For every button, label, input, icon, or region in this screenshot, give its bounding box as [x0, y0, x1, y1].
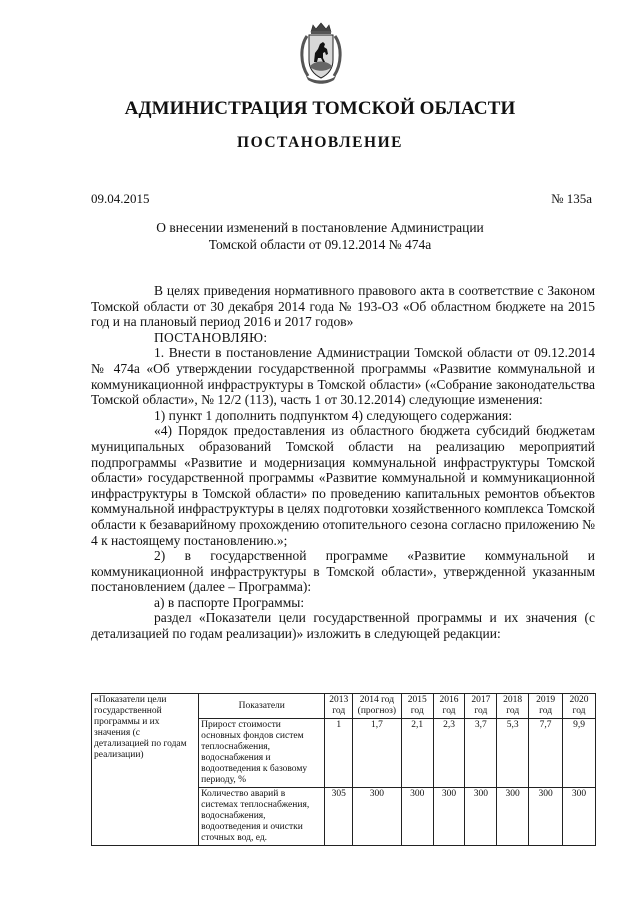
document-type: ПОСТАНОВЛЕНИЕ [237, 134, 403, 151]
indicator-cell: Количество аварий в системах теплоснабжения, водоснабжения, водоотведения и очистки сточных вод, ед. [199, 788, 325, 846]
preamble-paragraph: В целях приведения нормативного правового акта в соответствие с Законом Томской области от 30 декабря 2014 года № 193-ОЗ «Об областном бюджете на 2015 год и на плановый период 2016 и 2017 годов» [91, 283, 595, 330]
section-label-cell: «Показатели цели государственной программы и их значения (с детализацией по годам реализации) [92, 694, 199, 846]
organization-title: АДМИНИСТРАЦИЯ ТОМСКОЙ ОБЛАСТИ [124, 98, 516, 119]
value-cell: 9,9 [563, 719, 596, 788]
item-1-paragraph: 1. Внести в постановление Администрации Томской области от 09.12.2014 № 474а «Об утверждении государственной программы «Развитие коммунальной и коммуникационной инфраструктуры в Томской области» («Собрание законодательства Томской области», № 12/2 (113), часть 1 от 30.12.2014) следующие изменения: [91, 345, 595, 408]
value-cell: 2,1 [401, 719, 433, 788]
value-cell: 1,7 [352, 719, 401, 788]
document-date: 09.04.2015 [91, 191, 150, 206]
value-cell: 5,3 [497, 719, 529, 788]
year-header-2016: 2016 год [433, 694, 465, 719]
value-cell: 2,3 [433, 719, 465, 788]
indicators-table [91, 693, 596, 846]
document-number: № 135а [551, 191, 592, 206]
value-cell: 300 [497, 788, 529, 846]
subject-line-2: Томской области от 09.12.2014 № 474а [208, 237, 432, 252]
passport-paragraph: а) в паспорте Программы: [154, 594, 305, 610]
value-cell: 1 [325, 719, 353, 788]
procedure-paragraph: «4) Порядок предоставления из областного бюджета субсидий бюджетам муниципальных образований Томской области на реализацию мероприятий подпрограммы «Развитие и модернизация коммунальной инфраструктуры Томской области» государственной программы «Развитие коммунальной и коммуникационной инфраструктуры в Томской области» по проведению капитальных ремонтов объектов коммунальной инфраструктуры в целях подготовки хозяйственного комплекса Томской области к безаварийному прохождению отопительного сезона согласно приложению № 4 к настоящему постановлению.»; [91, 423, 595, 548]
value-cell: 300 [352, 788, 401, 846]
subitem-2-paragraph: 2) в государственной программе «Развитие коммунальной и коммуникационной инфраструктуры в Томской области», утвержденной указанным постановлением (далее – Программа): [91, 548, 595, 595]
year-header-2020: 2020 год [563, 694, 596, 719]
year-header-2019: 2019 год [529, 694, 563, 719]
year-header-2018: 2018 год [497, 694, 529, 719]
value-cell: 300 [433, 788, 465, 846]
table-header-row [92, 694, 596, 719]
section-paragraph: раздел «Показатели цели государственной программы и их значения (с детализацией по годам реализации)» изложить в следующей редакции: [91, 610, 595, 642]
value-cell: 300 [563, 788, 596, 846]
document-body [91, 283, 595, 642]
year-header-2015: 2015 год [401, 694, 433, 719]
value-cell: 3,7 [465, 719, 497, 788]
resolve-heading: ПОСТАНОВЛЯЮ: [154, 329, 268, 345]
year-header-2014: 2014 год (прогноз) [352, 694, 401, 719]
document-subject [120, 219, 520, 253]
value-cell: 300 [529, 788, 563, 846]
indicators-header: Показатели [199, 694, 325, 719]
subitem-1-paragraph: 1) пункт 1 дополнить подпунктом 4) следующего содержания: [154, 407, 513, 423]
year-header-2017: 2017 год [465, 694, 497, 719]
value-cell: 300 [401, 788, 433, 846]
value-cell: 300 [465, 788, 497, 846]
subject-line-1: О внесении изменений в постановление Администрации [156, 220, 484, 235]
indicator-cell: Прирост стоимости основных фондов систем теплоснабжения, водоснабжения и водоотведения к базовому периоду, % [199, 719, 325, 788]
year-header-2013: 2013 год [325, 694, 353, 719]
coat-of-arms-emblem [298, 22, 344, 86]
value-cell: 7,7 [529, 719, 563, 788]
value-cell: 305 [325, 788, 353, 846]
